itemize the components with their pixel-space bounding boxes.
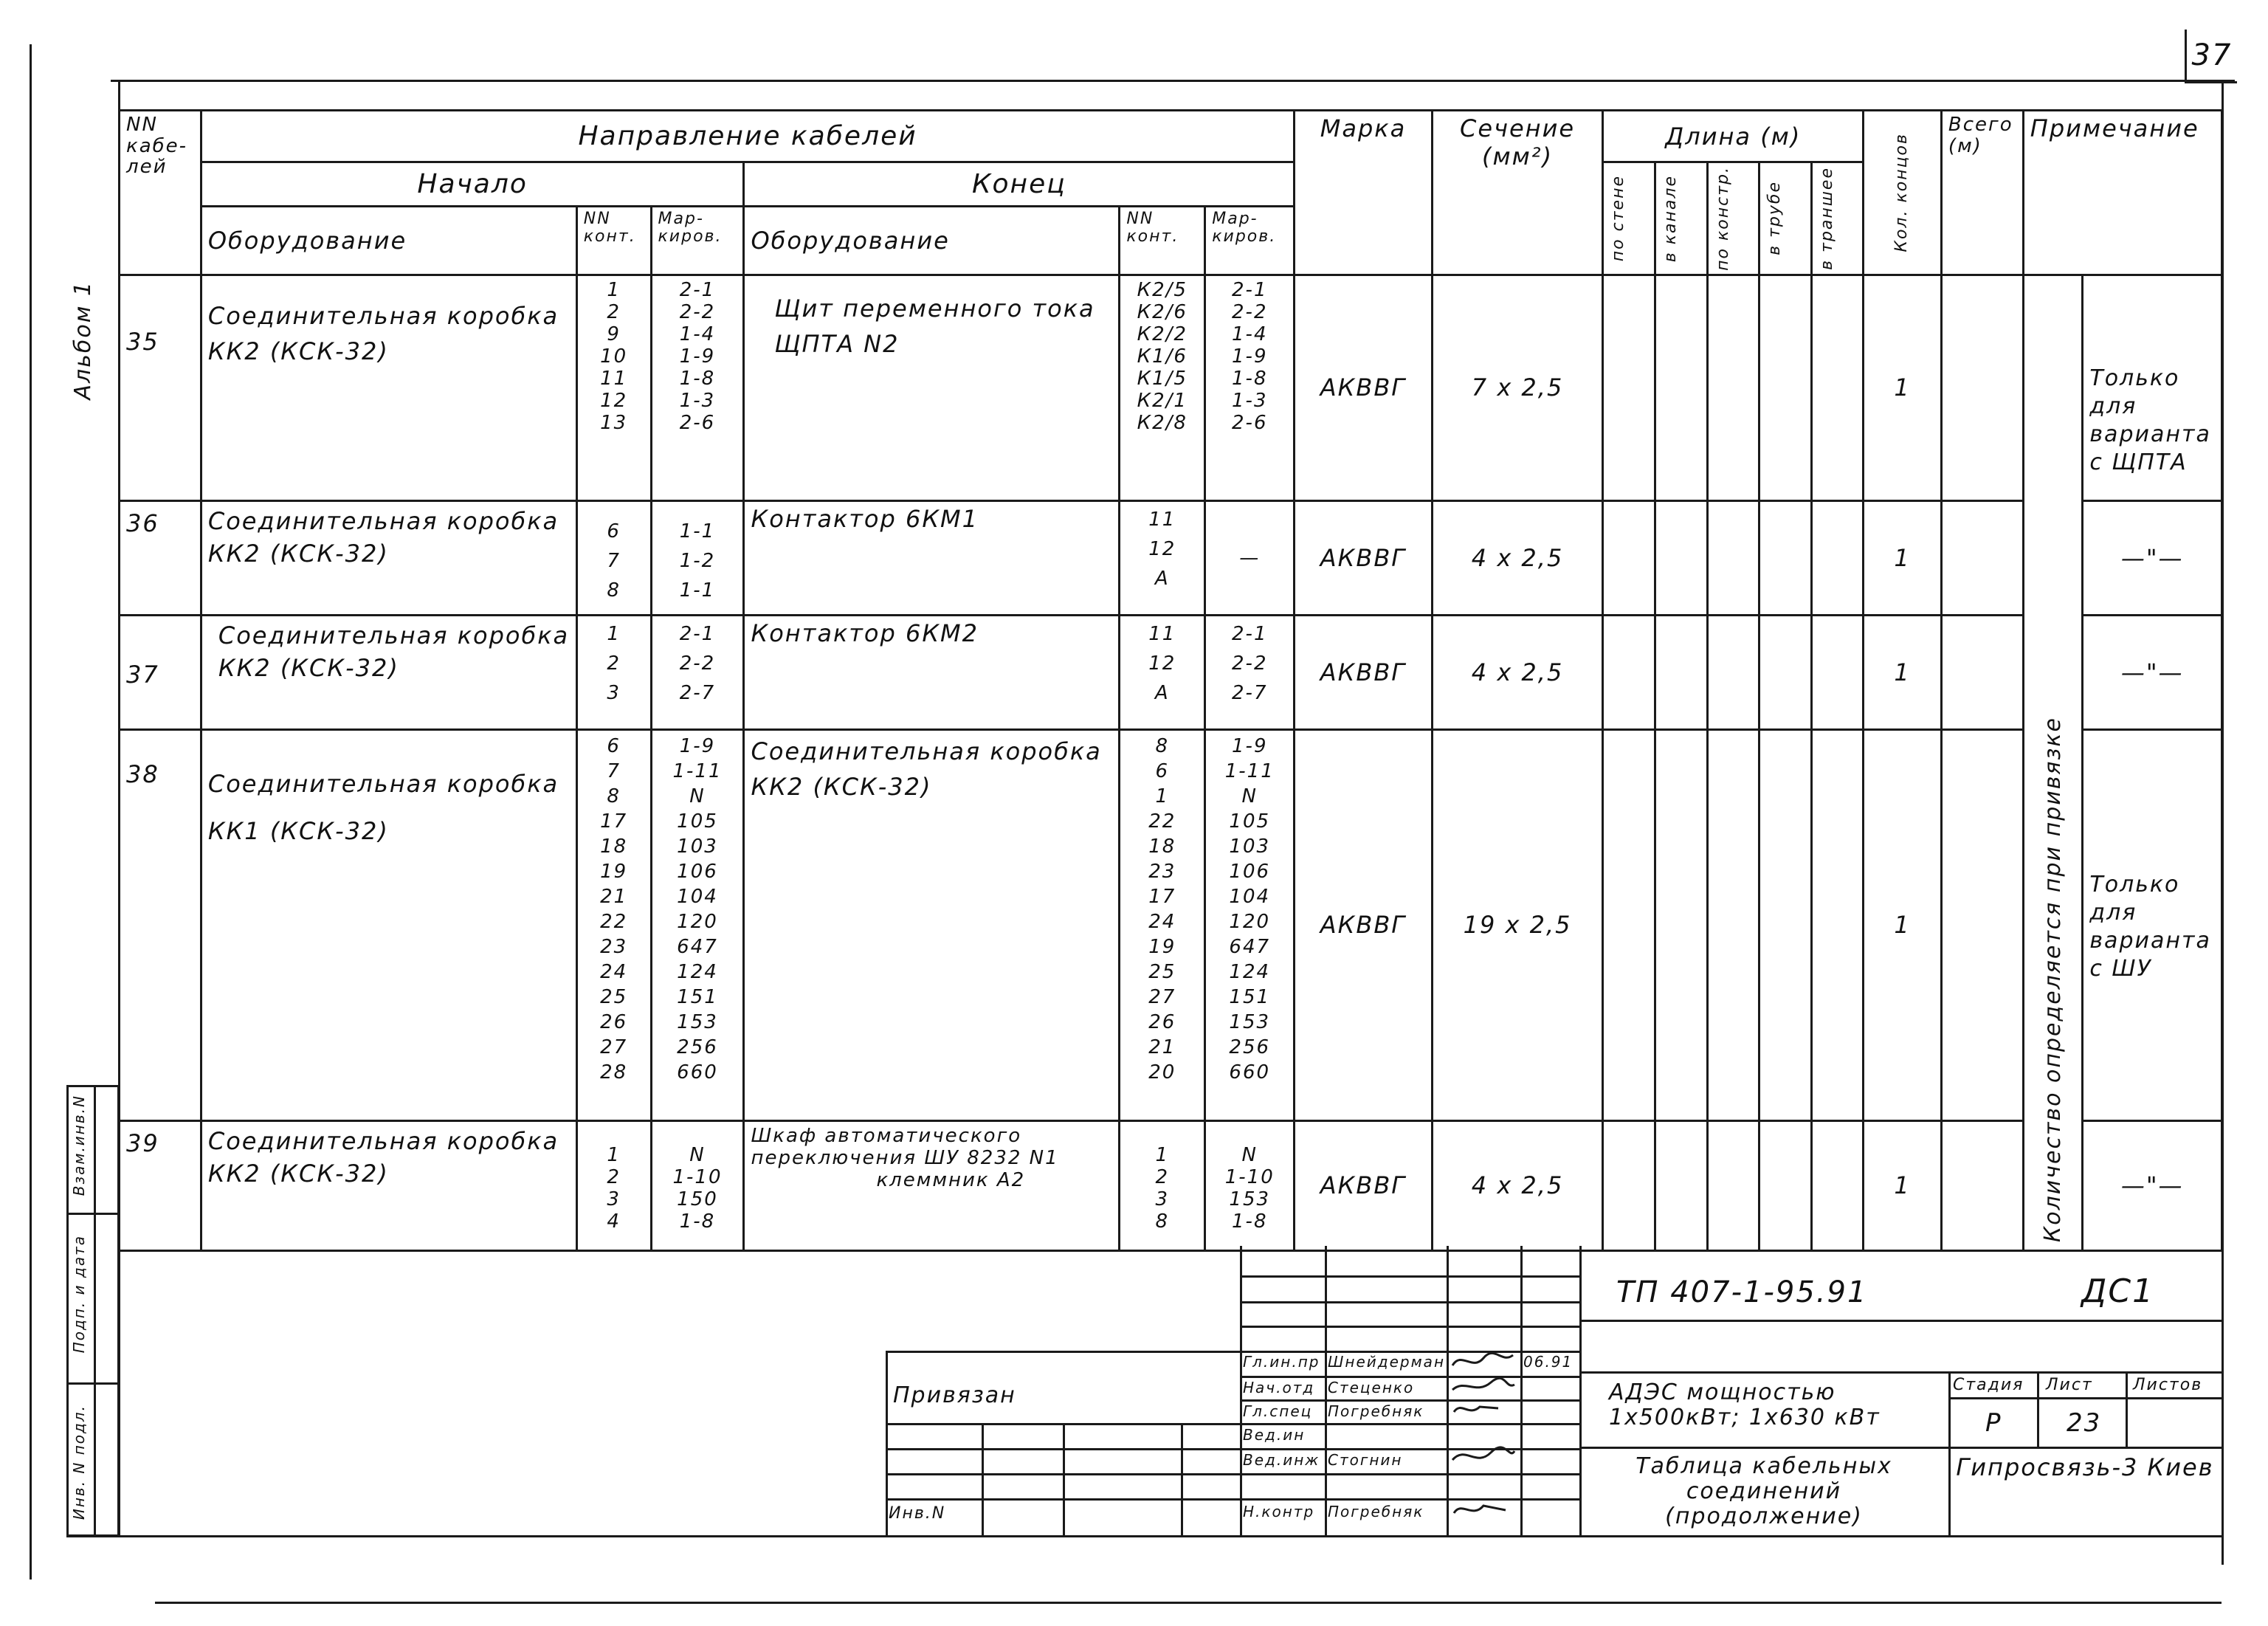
list-value: К1/5 <box>1137 367 1188 390</box>
row-brand: АКВВГ <box>1295 1120 1432 1250</box>
doc-code: ТП 407-1-95.91 <box>1616 1275 1868 1309</box>
list-value: N <box>689 785 706 807</box>
row-brand: АКВВГ <box>1295 275 1432 500</box>
list-value: 21 <box>600 885 628 908</box>
name-lead-engineer: Стогнин <box>1328 1451 1403 1469</box>
role-norm-control: Н.контр <box>1243 1503 1315 1520</box>
list-value: 2 <box>1155 1165 1170 1188</box>
list-value: 1-1 <box>679 579 716 602</box>
row-start-equipment: Соединительная коробка КК1 (КСК-32) <box>201 729 576 1120</box>
row-start-equipment: Соединительная коробка КК2 (КСК-32) <box>201 500 576 615</box>
list-value: 105 <box>677 810 718 833</box>
list-value: 106 <box>1229 860 1271 883</box>
list-value: 8 <box>1155 1210 1170 1233</box>
header-length-trench: в траншее <box>1811 162 1864 275</box>
role-lead-eng: Вед.ин <box>1243 1426 1306 1444</box>
header-start-marking: Мар-киров. <box>651 206 744 275</box>
list-value: 104 <box>677 885 718 908</box>
row-num: 35 <box>120 275 201 500</box>
row-note: —"— <box>2083 1120 2222 1250</box>
name-dept-head: Стеценко <box>1328 1379 1415 1396</box>
list-value: А <box>1154 567 1170 590</box>
role-chief-engineer: Гл.ин.пр <box>1243 1353 1320 1371</box>
row-start-contacts <box>576 275 651 500</box>
header-length-wall: по стене <box>1603 162 1655 275</box>
list-value: 2 <box>607 652 621 675</box>
list-value: 22 <box>1148 810 1176 833</box>
list-value: 256 <box>1229 1036 1271 1058</box>
sheet-value: 23 <box>2067 1408 2102 1438</box>
list-value: 21 <box>1148 1036 1176 1058</box>
row-start-contacts <box>576 1120 651 1250</box>
row-end-equipment: Щит переменного тока ЩПТА N2 <box>744 275 1120 500</box>
list-value: 1 <box>607 622 621 645</box>
header-length: Длина (м) <box>1603 111 1864 162</box>
row-end-contacts <box>1120 615 1205 729</box>
outer-frame-bottom <box>155 1602 2222 1604</box>
name-chief-spec: Погребняк <box>1328 1402 1424 1420</box>
list-value: 104 <box>1229 885 1271 908</box>
sheet-label: Лист <box>2046 1376 2093 1394</box>
row-brand: АКВВГ <box>1295 500 1432 615</box>
list-value: 25 <box>600 985 628 1008</box>
list-value: 1-8 <box>679 1210 716 1233</box>
row-end-marks <box>1205 729 1295 1120</box>
row-section: 4 х 2,5 <box>1432 615 1603 729</box>
list-value: 12 <box>600 389 628 412</box>
row-ends: 1 <box>1864 615 1942 729</box>
list-value: 1 <box>607 278 621 301</box>
list-value: 25 <box>1148 960 1176 983</box>
row-section: 7 х 2,5 <box>1432 275 1603 500</box>
header-end-marking: Мар-киров. <box>1205 206 1295 275</box>
page-number-box <box>2185 30 2237 83</box>
list-value: 120 <box>677 910 718 933</box>
list-value: 11 <box>1148 508 1176 531</box>
list-value: 2-6 <box>1232 411 1268 434</box>
list-value: 11 <box>1148 622 1176 645</box>
role-chief-spec: Гл.спец <box>1243 1402 1313 1420</box>
list-value: 1-10 <box>672 1165 723 1188</box>
object-title: АДЭС мощностью 1х500кВт; 1х630 кВт <box>1609 1379 1881 1430</box>
merged-total-note: Количество определяется при привязке <box>2040 716 2067 1242</box>
list-value: К2/8 <box>1137 411 1188 434</box>
list-value: 2-1 <box>679 278 716 301</box>
outer-frame-left <box>30 44 32 1580</box>
header-start-nn-cont: NN конт. <box>576 206 651 275</box>
row-brand: АКВВГ <box>1295 729 1432 1120</box>
name-chief-engineer: Шнейдерман <box>1328 1353 1446 1371</box>
header-length-pipe: в трубе <box>1759 162 1812 275</box>
list-value: 1-3 <box>1232 389 1268 412</box>
row-section: 4 х 2,5 <box>1432 1120 1603 1250</box>
list-value: 2-2 <box>679 300 716 323</box>
row-end-marks <box>1205 615 1295 729</box>
row-start-equipment: Соединительная коробка КК2 (КСК-32) <box>201 615 576 729</box>
list-value: 17 <box>1148 885 1176 908</box>
list-value: К2/2 <box>1137 323 1188 345</box>
row-end-marks <box>1205 275 1295 500</box>
row-ends: 1 <box>1864 275 1942 500</box>
header-ends-count: Кол. концов <box>1864 111 1942 275</box>
row-ends: 1 <box>1864 1120 1942 1250</box>
stage-value: Р <box>1985 1408 2002 1438</box>
row-end-equipment: Контактор 6КМ2 <box>744 615 1120 729</box>
list-value: 2 <box>607 1165 621 1188</box>
stage-label: Стадия <box>1953 1376 2024 1394</box>
inv-no-label: Инв.N <box>889 1504 946 1523</box>
list-value: 1 <box>607 1143 621 1166</box>
header-note: Примечание <box>2023 111 2222 275</box>
cable-table <box>118 109 2223 1252</box>
row-start-marks <box>651 1120 744 1250</box>
list-value: 24 <box>1148 910 1176 933</box>
list-value: 647 <box>1229 935 1271 958</box>
header-nn-cables: NN кабе-лей <box>120 111 201 275</box>
list-value: 1-4 <box>1232 323 1268 345</box>
side-stamp <box>66 1085 120 1537</box>
header-start: Начало <box>201 162 744 207</box>
row-start-marks <box>651 500 744 615</box>
list-value: 647 <box>677 935 718 958</box>
list-value: 106 <box>677 860 718 883</box>
row-end-contacts <box>1120 1120 1205 1250</box>
row-start-contacts <box>576 500 651 615</box>
list-value: 7 <box>607 549 621 572</box>
list-value: 660 <box>1229 1061 1271 1084</box>
list-value: 19 <box>1148 935 1176 958</box>
header-brand: Марка <box>1295 111 1432 275</box>
list-value: 26 <box>600 1010 628 1033</box>
list-value: 1-4 <box>679 323 716 345</box>
list-value: — <box>1239 546 1261 569</box>
list-value: К2/5 <box>1137 278 1188 301</box>
table-row <box>120 615 2222 729</box>
list-value: 24 <box>600 960 628 983</box>
list-value: 2-2 <box>1232 300 1268 323</box>
list-value: 2-2 <box>679 652 716 675</box>
list-value: 13 <box>600 411 628 434</box>
row-num: 38 <box>120 729 201 1120</box>
org-name: Гипросвязь-3 Киев <box>1956 1453 2214 1481</box>
list-value: 153 <box>677 1010 718 1033</box>
list-value: 1-9 <box>1232 345 1268 368</box>
list-value: 2-7 <box>1232 681 1268 704</box>
list-value: 22 <box>600 910 628 933</box>
side-stamp-sign-date: Подп. и дата <box>70 1235 88 1354</box>
list-value: 1-11 <box>672 759 723 782</box>
list-value: 1-3 <box>679 389 716 412</box>
row-num: 36 <box>120 500 201 615</box>
row-section: 4 х 2,5 <box>1432 500 1603 615</box>
table-row <box>120 1120 2222 1250</box>
list-value: 153 <box>1229 1188 1271 1210</box>
list-value: 6 <box>1155 759 1170 782</box>
list-value: 11 <box>600 367 628 390</box>
list-value: 1-11 <box>1224 759 1275 782</box>
list-value: 2-7 <box>679 681 716 704</box>
list-value: 1-9 <box>679 734 716 757</box>
list-value: 28 <box>600 1061 628 1084</box>
list-value: 1-2 <box>679 549 716 572</box>
row-start-marks <box>651 615 744 729</box>
list-value: 26 <box>1148 1010 1176 1033</box>
row-end-equipment: Контактор 6КМ1 <box>744 500 1120 615</box>
list-value: 1 <box>1155 1143 1170 1166</box>
list-value: 9 <box>607 323 621 345</box>
row-end-marks <box>1205 1120 1295 1250</box>
list-value: А <box>1154 681 1170 704</box>
list-value: 1-8 <box>1232 367 1268 390</box>
list-value: N <box>689 1143 706 1166</box>
list-value: 2-1 <box>1232 622 1268 645</box>
list-value: 103 <box>677 835 718 858</box>
list-value: 23 <box>600 935 628 958</box>
row-end-equipment: Соединительная коробка КК2 (КСК-32) <box>744 729 1120 1120</box>
list-value: 8 <box>1155 734 1170 757</box>
row-note: —"— <box>2083 615 2222 729</box>
list-value: 3 <box>607 1188 621 1210</box>
list-value: 1-9 <box>1232 734 1268 757</box>
list-value: 2-1 <box>679 622 716 645</box>
list-value: 151 <box>1229 985 1271 1008</box>
list-value: 17 <box>600 810 628 833</box>
sheet-code: ДС1 <box>2081 1272 2155 1310</box>
row-start-equipment: Соединительная коробка КК2 (КСК-32) <box>201 1120 576 1250</box>
name-norm-control: Погребняк <box>1328 1503 1424 1520</box>
list-value: 20 <box>1148 1061 1176 1084</box>
table-row <box>120 729 2222 1120</box>
list-value: 1-10 <box>1224 1165 1275 1188</box>
signatures <box>1447 1349 1520 1535</box>
outer-frame-top <box>111 80 2235 82</box>
list-value: 6 <box>607 734 621 757</box>
bound-label: Привязан <box>893 1382 1016 1408</box>
table-row <box>120 500 2222 615</box>
list-value: 660 <box>677 1061 718 1084</box>
row-start-marks <box>651 275 744 500</box>
row-end-contacts <box>1120 500 1205 615</box>
row-ends: 1 <box>1864 729 1942 1120</box>
row-note: —"— <box>2083 500 2222 615</box>
title-block <box>886 1246 2223 1535</box>
list-value: 19 <box>600 860 628 883</box>
list-value: 2 <box>607 300 621 323</box>
list-value: 1-1 <box>679 520 716 542</box>
list-value: 256 <box>677 1036 718 1058</box>
row-num: 39 <box>120 1120 201 1250</box>
album-label: Альбом 1 <box>70 280 96 400</box>
row-start-equipment: Соединительная коробка КК2 (КСК-32) <box>201 275 576 500</box>
list-value: 3 <box>607 681 621 704</box>
header-end-equipment: Оборудование <box>744 206 1120 275</box>
row-start-contacts <box>576 615 651 729</box>
list-value: 23 <box>1148 860 1176 883</box>
row-ends: 1 <box>1864 500 1942 615</box>
header-direction: Направление кабелей <box>201 111 1294 162</box>
list-value: 8 <box>607 579 621 602</box>
header-length-channel: в канале <box>1655 162 1707 275</box>
list-value: 1-9 <box>679 345 716 368</box>
list-value: 105 <box>1229 810 1271 833</box>
list-value: N <box>1241 785 1258 807</box>
list-value: 10 <box>600 345 628 368</box>
header-start-equipment: Оборудование <box>201 206 576 275</box>
list-value: 27 <box>600 1036 628 1058</box>
list-value: 6 <box>607 520 621 542</box>
list-value: 153 <box>1229 1010 1271 1033</box>
list-value: 12 <box>1148 652 1176 675</box>
row-note: Только для варианта с ЩПТА <box>2083 275 2222 500</box>
table-row <box>120 275 2222 500</box>
list-value: 1 <box>1155 785 1170 807</box>
list-value: 3 <box>1155 1188 1170 1210</box>
row-end-contacts <box>1120 275 1205 500</box>
row-brand: АКВВГ <box>1295 615 1432 729</box>
list-value: К2/6 <box>1137 300 1188 323</box>
list-value: 2-6 <box>679 411 716 434</box>
sign-date: 06.91 <box>1523 1353 1574 1371</box>
page-number: 37 <box>2191 38 2233 72</box>
list-value: 124 <box>677 960 718 983</box>
inner-frame-bottom <box>66 1535 2223 1537</box>
side-stamp-replace-inv: Взам.инв.N <box>70 1095 88 1196</box>
list-value: 18 <box>1148 835 1176 858</box>
row-section: 19 х 2,5 <box>1432 729 1603 1120</box>
row-end-contacts <box>1120 729 1205 1120</box>
sheets-label: Листов <box>2133 1376 2203 1394</box>
list-value: 2-1 <box>1232 278 1268 301</box>
header-end-nn-cont: NN конт. <box>1120 206 1205 275</box>
side-stamp-inv-orig: Инв. N подл. <box>70 1405 88 1520</box>
merged-total-note-cell <box>2023 275 2083 1250</box>
header-section: Сечение (мм²) <box>1432 111 1603 275</box>
list-value: 1-8 <box>1232 1210 1268 1233</box>
list-value: К1/6 <box>1137 345 1188 368</box>
list-value: 2-2 <box>1232 652 1268 675</box>
header-total: Всего (м) <box>1941 111 2023 275</box>
list-value: 27 <box>1148 985 1176 1008</box>
header-end: Конец <box>744 162 1295 207</box>
header-length-construct: по констр. <box>1707 162 1759 275</box>
list-value: 7 <box>607 759 621 782</box>
list-value: 4 <box>607 1210 621 1233</box>
list-value: N <box>1241 1143 1258 1166</box>
list-value: 151 <box>677 985 718 1008</box>
role-lead-engineer: Вед.инж <box>1243 1451 1320 1469</box>
list-value: 18 <box>600 835 628 858</box>
list-value: 1-8 <box>679 367 716 390</box>
role-dept-head: Нач.отд <box>1243 1379 1315 1396</box>
row-start-contacts <box>576 729 651 1120</box>
list-value: 103 <box>1229 835 1271 858</box>
list-value: 150 <box>677 1188 718 1210</box>
sheet-title: Таблица кабельных соединений (продолжение) <box>1635 1453 1892 1529</box>
list-value: 120 <box>1229 910 1271 933</box>
list-value: 124 <box>1229 960 1271 983</box>
row-num: 37 <box>120 615 201 729</box>
row-end-marks <box>1205 500 1295 615</box>
row-note: Только для варианта с ШУ <box>2083 729 2222 1120</box>
row-start-marks <box>651 729 744 1120</box>
row-end-equipment: Шкаф автоматического переключения ШУ 8232 N1 клеммник А2 <box>744 1120 1120 1250</box>
list-value: К2/1 <box>1137 389 1188 412</box>
list-value: 12 <box>1148 537 1176 560</box>
list-value: 8 <box>607 785 621 807</box>
